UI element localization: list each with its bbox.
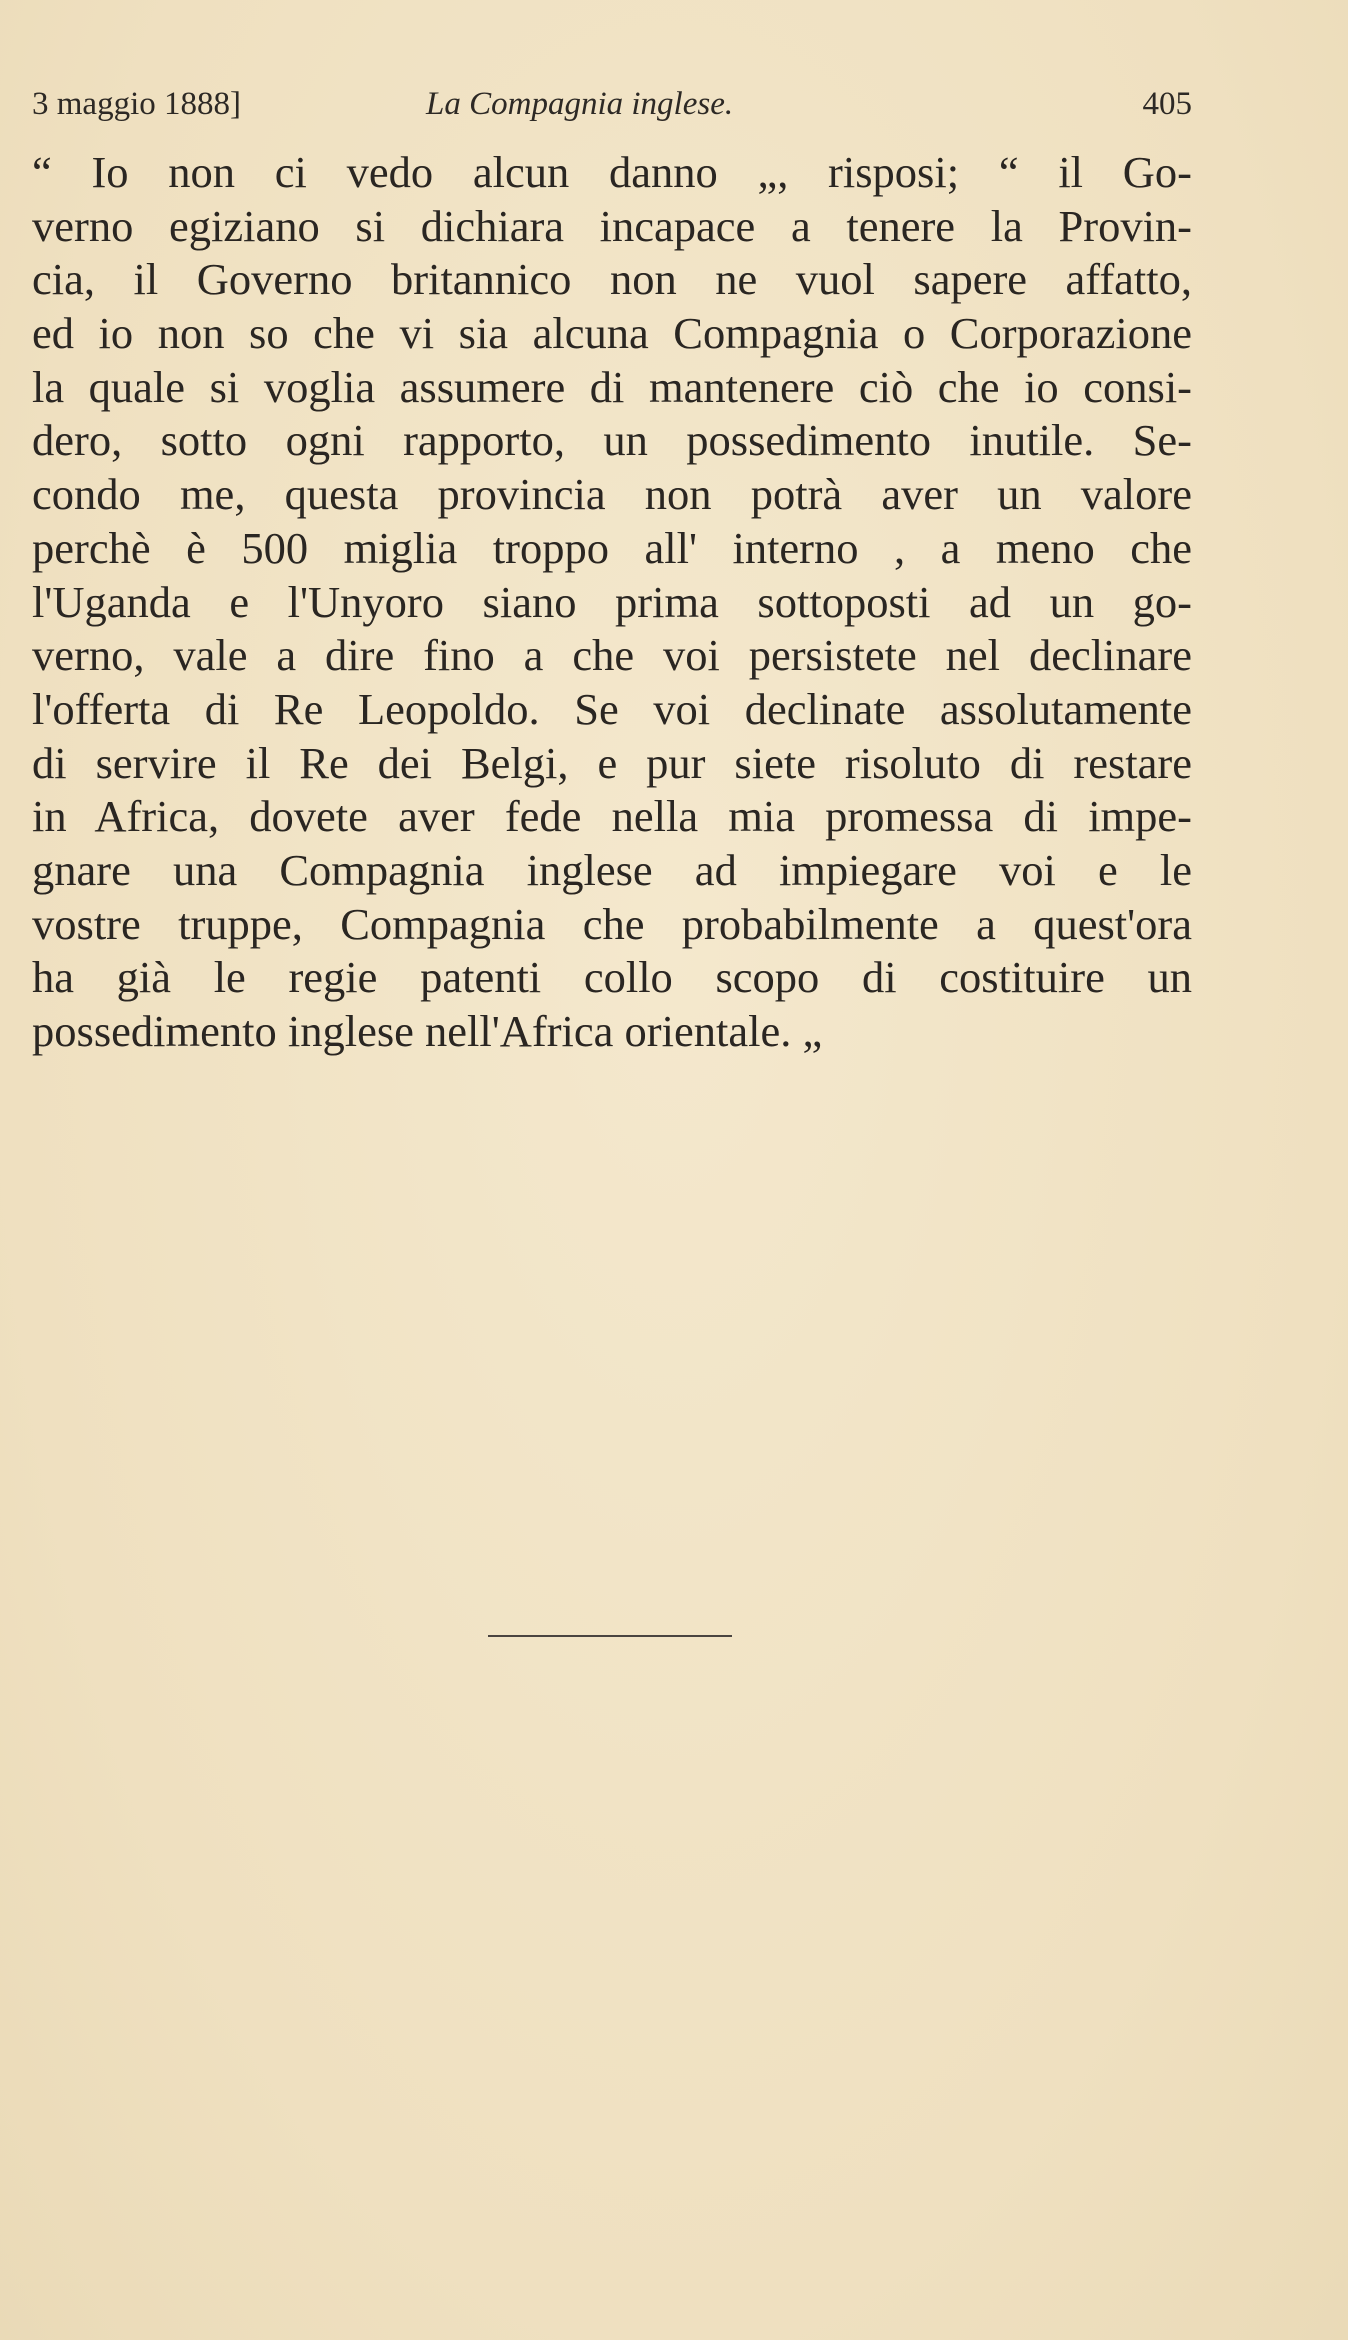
text-line: vostre truppe, Compagnia che probabilmente a quest'ora — [32, 898, 1192, 949]
text-line: di servire il Re dei Belgi, e pur siete risoluto di restare — [32, 737, 1192, 788]
body-paragraph — [32, 146, 1192, 1059]
text-line: dero, sotto ogni rapporto, un possedimento inutile. Se- — [32, 415, 1192, 466]
text-line: possedimento inglese nell'Africa orientale. „ — [32, 1006, 823, 1056]
text-line: l'Uganda e l'Unyoro siano prima sottoposti ad un go- — [32, 576, 1192, 627]
text-line: verno, vale a dire fino a che voi persistete nel declinare — [32, 630, 1192, 681]
text-line: verno egiziano si dichiara incapace a tenere la Provin- — [32, 200, 1192, 251]
text-line: “ Io non ci vedo alcun danno „, risposi; “ il Go- — [32, 147, 1192, 197]
text-line: l'offerta di Re Leopoldo. Se voi declinate assolutamente — [32, 683, 1192, 734]
text-line: ha già le regie patenti collo scopo di costituire un — [32, 952, 1192, 1003]
text-line: gnare una Compagnia inglese ad impiegare voi e le — [32, 844, 1192, 895]
text-line: perchè è 500 miglia troppo all' interno , a meno che — [32, 522, 1192, 573]
header-chapter-title: La Compagnia inglese. — [426, 86, 734, 122]
text-line: la quale si voglia assumere di mantenere ciò che io consi- — [32, 361, 1192, 412]
header-date: 3 maggio 1888] — [32, 86, 241, 122]
text-line: ed io non so che vi sia alcuna Compagnia o Corporazione — [32, 308, 1192, 359]
section-divider — [488, 1635, 732, 1637]
text-line: condo me, questa provincia non potrà aver un valore — [32, 469, 1192, 520]
running-head — [32, 82, 1192, 126]
text-line: cia, il Governo britannico non ne vuol sapere affatto, — [32, 254, 1192, 305]
text-line: in Africa, dovete aver fede nella mia promessa di impe- — [32, 791, 1192, 842]
page-number: 405 — [1142, 86, 1192, 122]
